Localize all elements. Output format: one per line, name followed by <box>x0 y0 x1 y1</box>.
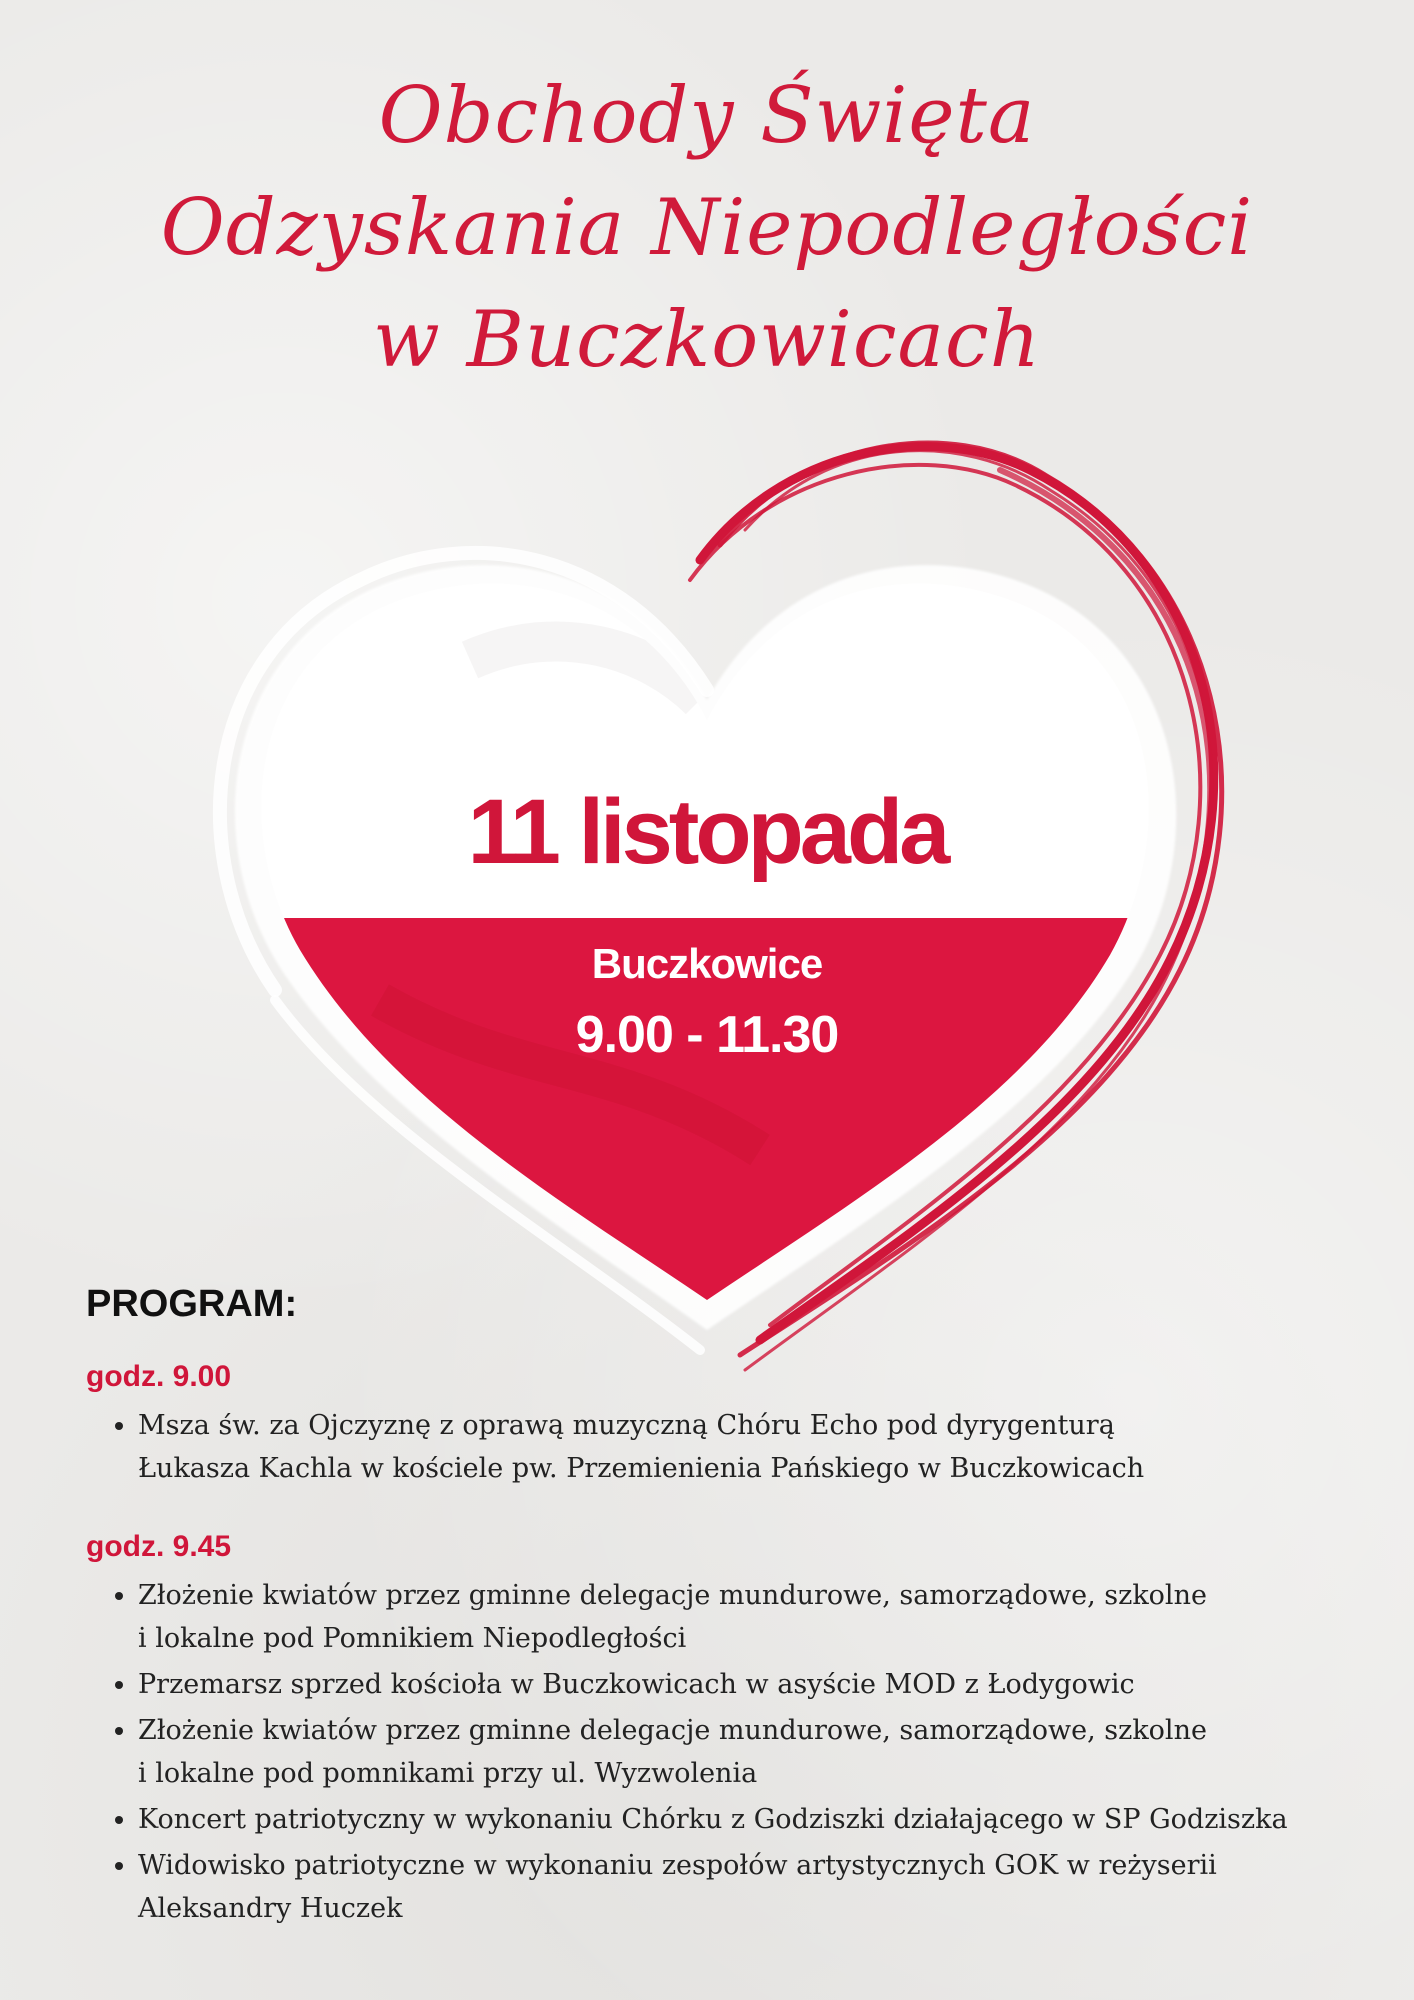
list-item <box>138 1709 1366 1795</box>
list-item <box>138 1663 1366 1706</box>
item-line: Koncert patriotyczny w wykonaniu Chórku z Godziszki działającego w SP Godziszka <box>138 1804 1288 1835</box>
list-item <box>138 1844 1366 1930</box>
item-line: Złożenie kwiatów przez gminne delegacje mundurowe, samorządowe, szkolne <box>138 1715 1207 1746</box>
section-time: godz. 9.00 <box>86 1360 232 1393</box>
title-line-3: w Buczkowicach <box>373 295 1041 385</box>
program-heading: PROGRAM: <box>86 1283 298 1325</box>
item-line: Złożenie kwiatów przez gminne delegacje mundurowe, samorządowe, szkolne <box>138 1580 1207 1611</box>
list-item <box>138 1404 1366 1490</box>
item-line: Widowisko patriotyczne w wykonaniu zespołów artystycznych GOK w reżyserii <box>138 1850 1217 1881</box>
item-line: i lokalne pod pomnikami przy ul. Wyzwolenia <box>138 1758 758 1789</box>
item-line: Łukasza Kachla w kościele pw. Przemienienia Pańskiego w Buczkowicach <box>138 1453 1145 1484</box>
event-time: 9.00 - 11.30 <box>575 1006 839 1064</box>
title-line-2: Odzyskania Niepodległości <box>160 183 1254 273</box>
item-line: i lokalne pod Pomnikiem Niepodległości <box>138 1623 687 1654</box>
item-line: Msza św. za Ojczyznę z oprawą muzyczną Chóru Echo pod dyrygenturą <box>138 1410 1115 1441</box>
event-place: Buczkowice <box>591 940 823 987</box>
program-section-2 <box>86 1530 1366 1933</box>
title-line-1: Obchody Święta <box>378 71 1036 161</box>
list-item <box>138 1798 1366 1841</box>
item-line: Przemarsz sprzed kościoła w Buczkowicach w asyście MOD z Łodygowic <box>138 1669 1135 1700</box>
section-time: godz. 9.45 <box>86 1530 232 1563</box>
list-item <box>138 1574 1366 1660</box>
section-list <box>86 1404 1366 1490</box>
section-list <box>86 1574 1366 1930</box>
event-date: 11 listopada <box>467 781 947 883</box>
item-line: Aleksandry Huczek <box>138 1893 403 1924</box>
program-section-1 <box>86 1360 1366 1493</box>
